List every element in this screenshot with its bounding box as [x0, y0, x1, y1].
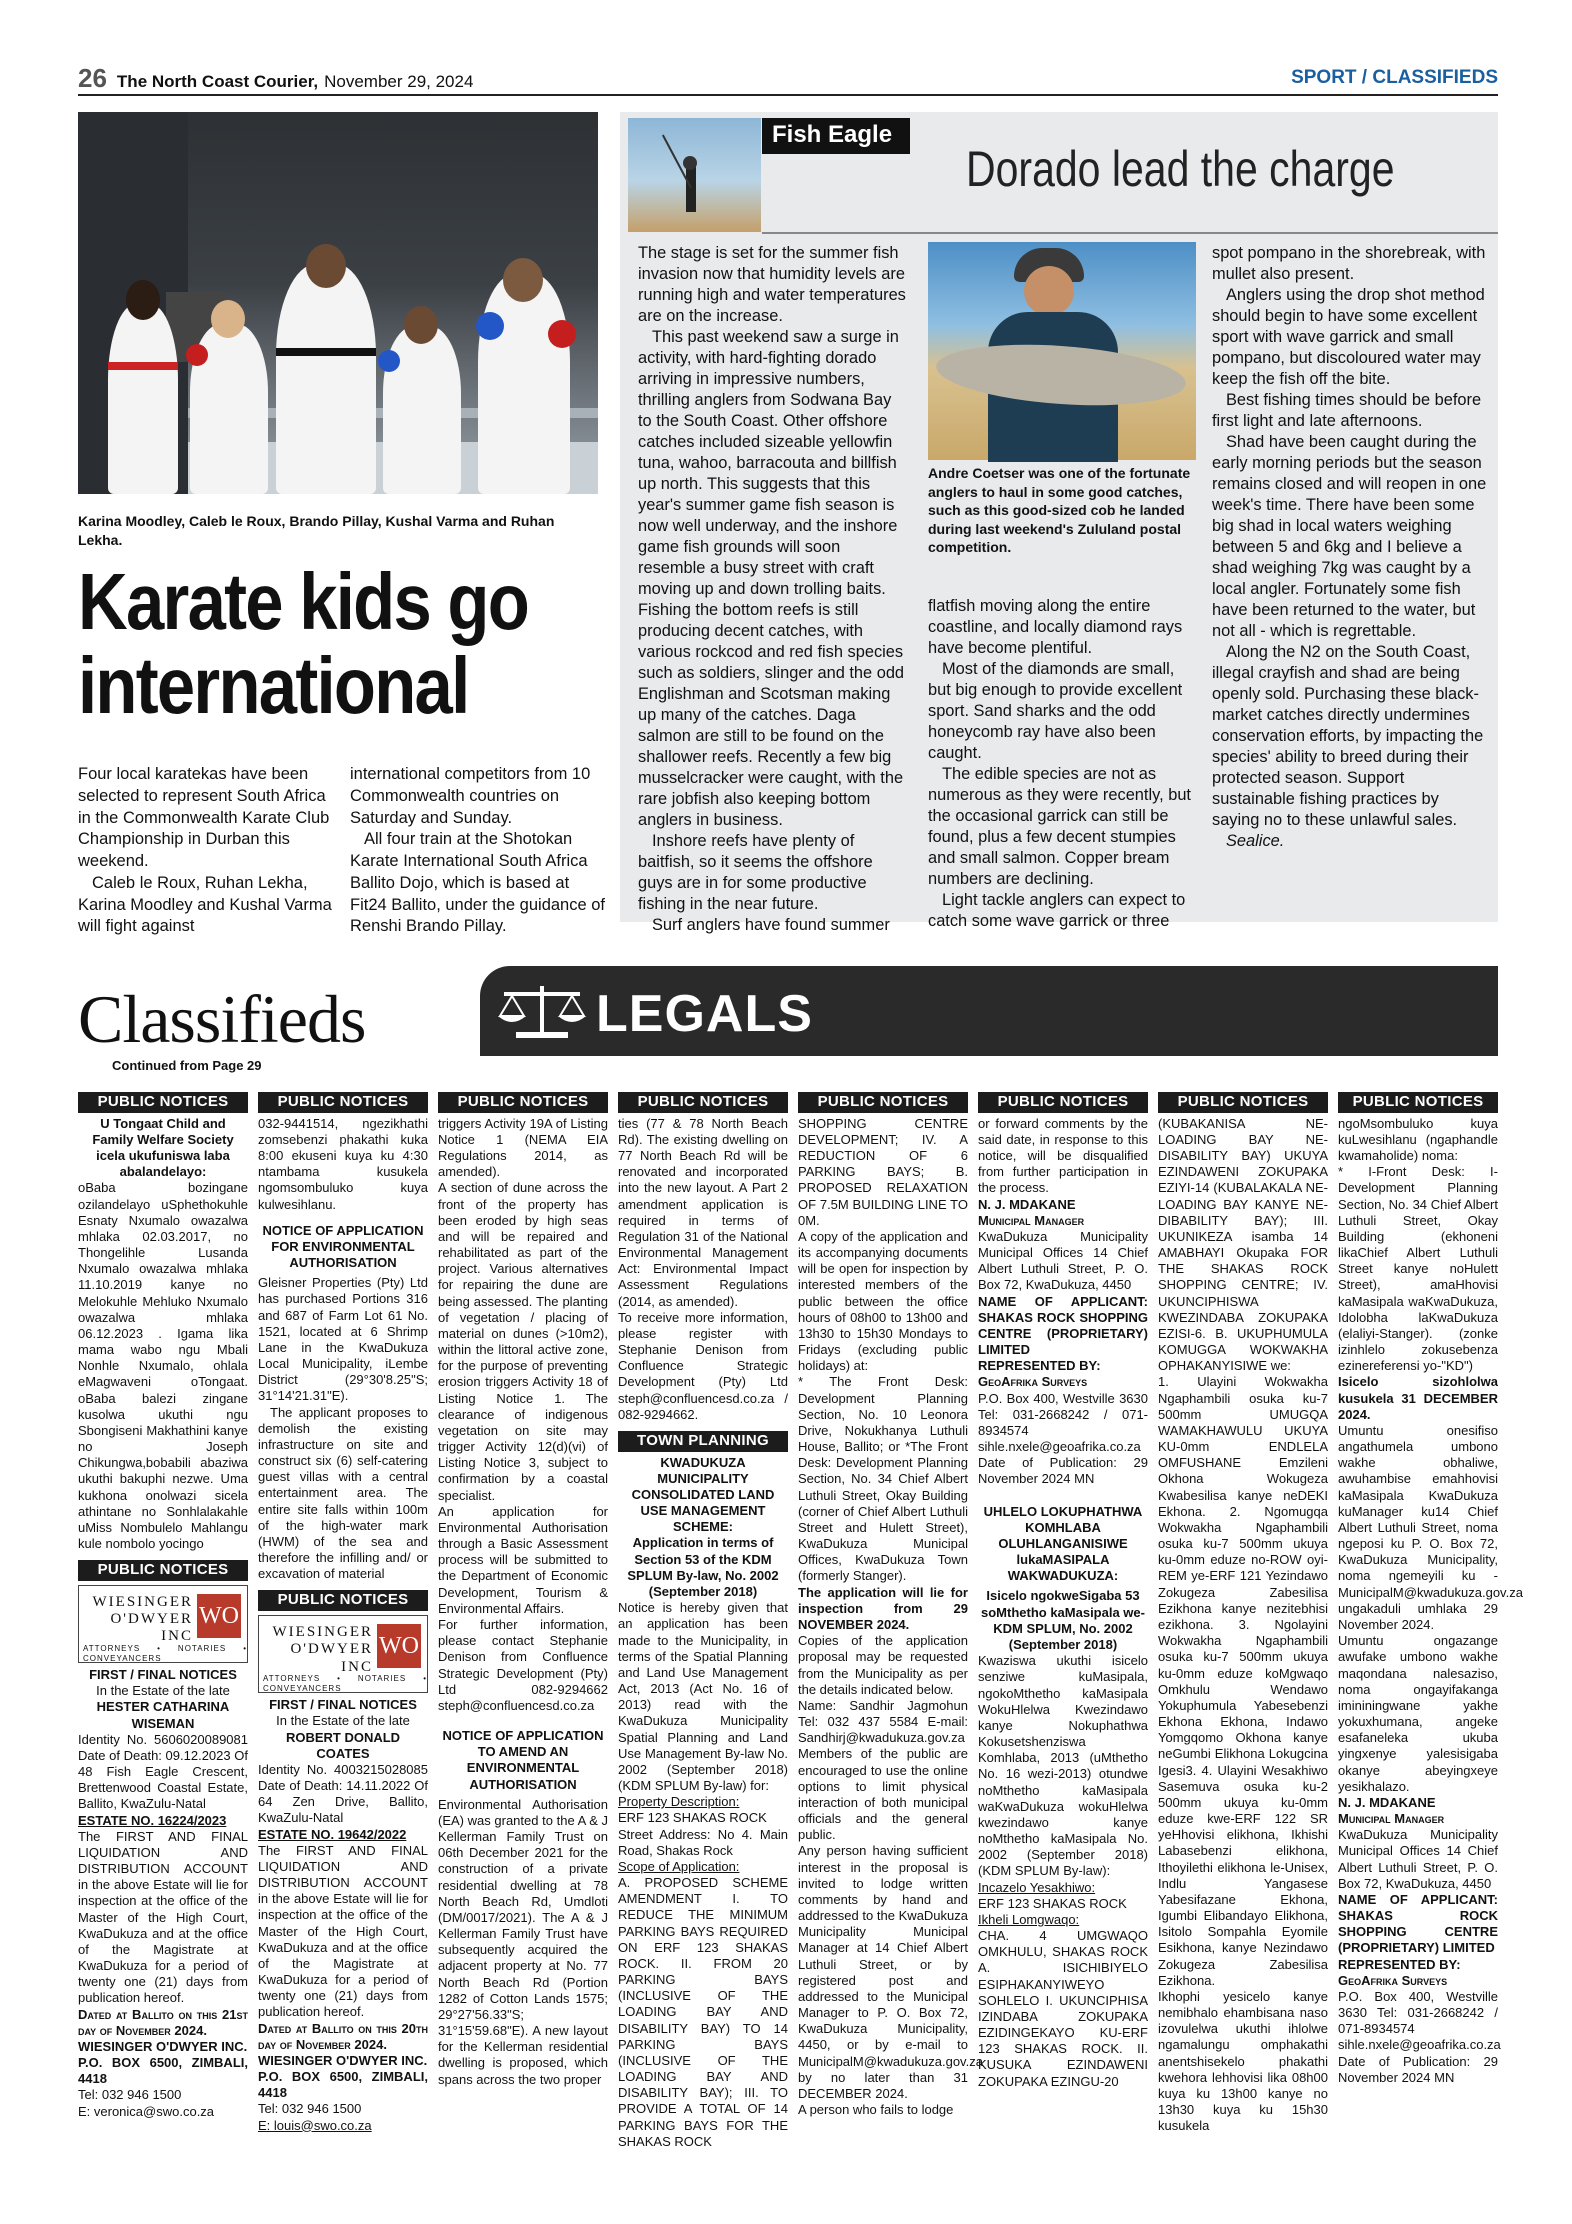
continued-from: Continued from Page 29	[112, 1058, 262, 1073]
classified-col-8: PUBLIC NOTICES ngoMsombuluko kuya kuLwesihlanu (ngaphandle kwamaholide) noma: * I-Front Desk: I-Development Planning Section, No. 34 Chief Albert Luthuli Street, Okay Building (ekhoneni likaChief Albert Luthuli Street kanye noHulett Street), amaHhovisi kaMasipala waKwaDukuza, Idolobha laKwaDukuza (elaliyi-Stanger). (zonke izinhlelo zokusebenza ezinereferensi yo-"KD") Isicelo sizohlolwa kusukela 31 DECEMBER 2024. Umuntu onesifiso angathumela umbono wakhe obhaliwe, awuhambise emahhovisi kaMasipala KwaDukuza kuManager ku14 Chief Albert Luthuli Street, noma ngeposi ku P. O. Box 72, KwaDukuza Municipality, noma ngemeyili ku - MunicipalM@kwadukuza.gov.za ungakaduli umhlaka 29 November 2024. Umuntu ongazange awufake umbono wakhe maqondana nalesaziso, noma ongayifakanga imininingwane yakhe yokuxhumana, angeke esafaneleka ukuba yingxenye yalesisigaba okanye abeyingxeye yesikhalazo. N. J. MDAKANE Municipal Manager KwaDukuza Municipality Municipal Offices 14 Chief Albert Luthuli Street, P. O. Box 72, KwaDukuza, 4450 NAME OF APPLICANT: SHAKAS ROCK SHOPPING CENTRE (PROPRIETARY) LIMITED REPRESENTED BY: GeoAfrika Surveys P.O. Box 400, Westville 3630 Tel: 031-2668242 / 071-8934574 sihle.nxele@geoafrika.co.za Date of Publication: 29 November 2024 MN	[1338, 1093, 1523, 2085]
karate-caption: Karina Moodley, Caleb le Roux, Brando Pillay, Kushal Varma and Ruhan Lekha.	[78, 513, 555, 548]
notice-header: PUBLIC NOTICES	[258, 1590, 428, 1611]
classifieds-banner	[78, 966, 1498, 1056]
classified-col-5: PUBLIC NOTICES SHOPPING CENTRE DEVELOPMENT; IV. A REDUCTION OF 6 PARKING BAYS; B. PROPOSED RELAXATION OF 7.5M BUILDING LINE TO 0M. A copy of the application and its accompanying documents will be open for inspection by interested members of the public between the office hours of 08h00 to 13h00 and 13h30 to 15h30 Mondays to Fridays (excluding public holidays) at: * The Front Desk: Development Planning Section, No. 10 Leonora Drive, Nokukhanya Luthuli House, Ballito; or *The Front Desk: Development Planning Section, No. 34 Chief Albert Luthuli Street, Okay Building (corner of Chief Albert Luthuli Street and Hulett Street), KwaDukuza Municipal Offices, KwaDukuza Town (formerly Stanger). The application will lie for inspection from 29 NOVEMBER 2024. Copies of the application proposal may be requested from the Municipality as per the details indicated below. Name: Sandhir Jagmohun Tel: 032 437 5584 E-mail: Sandhirj@kwadukuza.gov.za Members of the public are encouraged to use the online options to limit physical interaction of both municipal officials and the general public. Any person having sufficient interest in the proposal is invited to lodge written comments by hand and addressed to the KwaDukuza Municipality Municipal Manager at 14 Chief Albert Luthuli Street, or by registered post and addressed to the Municipal Manager to P. O. Box 72, KwaDukuza Municipality, 4450, or by e-mail to MunicipalM@kwadukuza.gov.za by no later than 31 DECEMBER 2024. A person who fails to lodge	[798, 1093, 983, 2118]
angler-photo	[928, 242, 1196, 460]
classified-col-1: PUBLIC NOTICES U Tongaat Child and Family Welfare Society icela ukufuniswa laba abalandelayo: oBaba bozingane ozilandelayo uSphethokuhle Esnaty Nxumalo owazalwa mhlaka 02.03.2017, no Thongelihle Lusanda Nxumalo owazalwa mhlaka 11.10.2019 kanye no Melokuhle Mehluko Nxumalo owazalwa mhlaka 06.12.2023 . Igama lika mama wabo ngu Mbali Nonhle Nxumalo, ohlala eMagwaveni oTongaat. oBaba balezi zingane kusolwa ukuthi ngu Sbongiseni Makhathini kanye no Joseph Chikungwa,bobabili abaziwa ukuthi bakuphi nezwe. Uma kukhona onolwazi sicela athintane no Sonhlalakahle uMiss Nombulelo Mahlangu kule nombolo yocingo PUBLIC NOTICES WIESINGER O'DWYER INC WO ATTORNEYS • NOTARIES • CONVEYANCERS FIRST / FINAL NOTICES In the Estate of the late HESTER CATHARINA WISEMAN Identity No. 5606020089081 Date of Death: 09.12.2023 Of 48 Fish Eagle Crescent, Brettenwood Coastal Estate, Ballito, KwaZulu-Natal ESTATE NO. 16224/2023 The FIRST AND FINAL LIQUIDATION AND DISTRIBUTION ACCOUNT in the above Estate will lie for inspection at the office of the Master of the High Court, KwaDukuza and at the office of the Magistrate at KwaDukuza for a period of twenty one (21) days from publication hereof. Dated at Ballito on this 21st day of November 2024. WIESINGER O'DWYER INC. P.O. BOX 6500, ZIMBALI, 4418 Tel: 032 946 1500 E: veronica@swo.co.za	[78, 1093, 248, 2119]
classified-col-7: PUBLIC NOTICES (KUBAKANISA NE-LOADING BAY NE-DISABILITY BAY) UKUYA EZINDAWENI ZOKUPAKA EZIYI-14 (KUBALAKALA NE-LOADING BAY KANYE NE-DIBABILITY BAY); III. UKUNIKEZA isamba 14 AMABHAYI Okupaka FOR THE SHAKAS ROCK SHOPPING CENTRE; IV. UKUNCIPHISWA KWEZINDABA ZOKUPAKA EZISI-6. B. UKUPHUMULA KOMUGGA WOKWAKHA OPHAKANYISIWE we: 1. Ulayini Wokwakha Ngaphambili osuka ku-7 500mm UMUGQA WAMAKHAWULU UKUYA KU-0mm ENDLELA OMFUSHANE Emzileni Okhona Wokugeza Kwabesilisa kanye neDEKI Ekhona. 2. Ngomugqa Wokwakha Ngaphambili osuka ku-7 500mm ukuya ku-0mm eduze no-ROW oyi-REM ye-ERF 121 Yezindawo Zokugeza Zabesilisa Ezikhona kanye nezitebhisi ezikhona. 3. Ngolayini Wokwakha Ngaphambili osuka ku-7 500mm ukuya ku-0mm eduze koMgwaqo Omkhulu Wendawo Yokuphumula Yabesebenzi Ekhona Ekhona, Indawo Yomgqomo Okhona kanye neGumbi Elikhona Lokugcina Igesi3. 4. Ulayini Wesakhiwo Sasemuva osuka ku-2 500mm ukuya ku-0mm eduze kwe-ERF 122 SR yeHhovisi elikhona, Ikhishi Labasebenzi elikhona, Ithoyilethi elikhona le-Unisex, Indlu Yangasese Yabesifazane Ekhona, Igumbi Elibandayo Elikhona, Isitolo Sompahla Eyomile Esikhona, kanye Nezindawo Zokugeza Zabesilisa Ezikhona. Ikhophi yesicelo kanye nemibhalo ehambisana naso izovulelwa ukuthi ihlolwe ngamalungu omphakathi anentshisekelo phakathi kwehora lehhovisi lika 08h00 kuya ku 13h00 kanye no 13h30 kuya ku 15h30 kusukela	[1158, 1093, 1328, 2134]
fishing-col3: spot pompano in the shorebreak, with mullet also present. Anglers using the drop shot method should begin to have some excellent sport with wave garrick and small pompano, but discoloured water may keep the fish off the bite. Best fishing times should be before first light and late afternoons. Shad have been caught during the early morning periods but the season remains closed and will reopen in one week's time. There have been some big shad in local waters weighing between 5 and 6kg and I believe a shad weighing 7kg was caught by a local angler. Fortunately some fish have been returned to the water, but not all - which is regrettable. Along the N2 on the South Coast, illegal crayfish and shad are being openly sold. Purchasing these black-market catches directly undermines conservation efforts, by impacting the species' ability to breed during their protected season. Support sustainable fishing practices by saying no to these unlawful sales. Sealice.	[1212, 244, 1487, 850]
karate-photo	[78, 112, 598, 494]
classified-col-2: PUBLIC NOTICES 032-9441514, ngezikhathi zomsebenzi phakathi kuka 8:00 ekuseni kuya ku 4:30 ntambama kusukela ngomsombuluko kuya kulwesihlanu. NOTICE OF APPLICATION FOR ENVIRONMENTAL AUTHORISATION Gleisner Properties (Pty) Ltd has purchased Portions 316 and 687 of Farm Lot 61 No. 1521, located at 6 Shrimp Lane in the KwaDukuza Local Municipality, iLembe District (29°30'8.25"S; 31°14'21.31"E). The applicant proposes to demolish the existing infrastructure on site and construct six (6) self-catering guest villas with a central entertainment area. The entire site falls within 100m of the high-water mark (HWM) of the sea and therefore the infilling and/ or excavation of material PUBLIC NOTICES WIESINGER O'DWYER INC WO ATTORNEYS • NOTARIES • CONVEYANCERS FIRST / FINAL NOTICES In the Estate of the late ROBERT DONALD COATES Identity No. 4003215028085 Date of Death: 14.11.2022 Of 64 Zen Drive, Ballito, KwaZulu-Natal ESTATE NO. 19642/2022 The FIRST AND FINAL LIQUIDATION AND DISTRIBUTION ACCOUNT in the above Estate will lie for inspection at the office of the Master of the High Court, KwaDukuza and at the office of the Magistrate at KwaDukuza for a period of twenty one (21) days from publication hereof. Dated at Ballito on this 20th day of November 2024. WIESINGER O'DWYER INC. P.O. BOX 6500, ZIMBALI, 4418 Tel: 032 946 1500 E: louis@swo.co.za	[258, 1093, 428, 2133]
notice-header: PUBLIC NOTICES	[618, 1092, 788, 1113]
wiesinger-logo: WIESINGER O'DWYER INC WO ATTORNEYS • NOTARIES • CONVEYANCERS	[78, 1585, 248, 1663]
fishing-headline: Dorado lead the charge	[966, 141, 1395, 197]
classifieds-title: Classifieds	[78, 981, 366, 1057]
author-signoff: Sealice.	[1226, 832, 1285, 850]
notice-header: PUBLIC NOTICES	[978, 1092, 1148, 1113]
fishing-col2: flatfish moving along the entire coastline, and locally diamond rays have become plentiful. Most of the diamonds are small, but big enough to provide excellent sport. Sand sharks and the odd honeycomb ray have also been caught. The edible species are not as numerous as they were recently, but the occasional garrick can still be found, plus a few decent stumpies and small salmon. Copper bream numbers are declining. Light tackle anglers can expect to catch some wave garrick or three	[928, 597, 1191, 930]
notice-header: PUBLIC NOTICES	[78, 1560, 248, 1581]
scales-of-justice-icon	[496, 982, 588, 1042]
fishing-col1: The stage is set for the summer fish invasion now that humidity levels are running high and water temperatures are on the increase. This past weekend saw a surge in activity, with hard-fighting dorado arriving in impressive numbers, thrilling anglers from Sodwana Bay to the South Coast. Other offshore catches included sizeable yellowfin tuna, wahoo, barracouta and billfish up north. This suggests that this year's summer game fish season is now well underway, and the inshore game fish grounds will soon resemble a busy street with craft moving up and down trolling baits. Fishing the bottom reefs is still producing decent catches, with various rockcod and red fish species such as soldiers, slinger and the odd Englishman and Scotsman making up many of the catches. Daga salmon are still to be found on the shallower reefs. Recently a few big musselcracker were caught, with the rare jobfish also keeping bottom anglers in business. Inshore reefs have plenty of baitfish, so it seems the offshore guys are in for some productive fishing in the near future. Surf anglers have found summer	[638, 244, 906, 934]
headline-rule	[762, 232, 1498, 234]
column-label: Fish Eagle	[762, 118, 910, 154]
classified-col-3: PUBLIC NOTICES triggers Activity 19A of Listing Notice 1 (NEMA EIA Regulations 2014, as amended). A section of dune across the front of the property has been eroded by high seas and will be repaired and rehabilitated as part of the project. Various alternatives for repairing the dune are being assessed. The planting of vegetation / placing of material on dunes (>10m2), within the littoral active zone, for the purpose of preventing erosion triggers Activity 18 of Listing Notice 1. The clearance of indigenous vegetation on site may trigger Activity 12(d)(vi) of Listing Notice 3, subject to confirmation by a coastal specialist. An application for Environmental Authorisation through a Basic Assessment process will be submitted to the Department of Economic Development, Tourism & Environmental Affairs. For further information, please contact Stephanie Denison from Confluence Strategic Development (Pty) Ltd 082-9294662 steph@confluencesd.co.za NOTICE OF APPLICATION TO AMEND AN ENVIRONMENTAL AUTHORISATION Environmental Authorisation (EA) was granted to the A & J Kellerman Family Trust on 06th December 2021 for the construction of a private residential dwelling at 78 North Beach Rd, Umdloti (DM/0017/2021). The A & J Kellerman Family Trust have subsequently acquired the adjacent property at No. 77 North Beach Rd (Portion 1282 of Cotton Lands 1575; 29°27'56.33"S; 31°15'59.68"E). A new layout for the Kellerman residential dwelling is proposed, which spans across the two proper	[438, 1093, 608, 2087]
page-header	[78, 62, 1498, 96]
page-number: 26	[78, 62, 107, 93]
karate-headline: Karate kids go international	[78, 557, 529, 730]
publication-name: The North Coast Courier,	[116, 71, 319, 91]
town-planning-header: TOWN PLANNING	[618, 1431, 788, 1452]
legals-title: LEGALS	[596, 985, 813, 1043]
notice-header: PUBLIC NOTICES	[438, 1092, 608, 1113]
fish-eagle-thumbnail	[628, 118, 761, 232]
notice-header: PUBLIC NOTICES	[258, 1092, 428, 1113]
karate-body-col2: international competitors from 10 Commonwealth countries on Saturday and Sunday. All four train at the Shotokan Karate International South Africa Ballito Dojo, which is based at Fit24 Ballito, under the guidance of Renshi Brando Pillay.	[350, 765, 606, 936]
section-label: SPORT / CLASSIFIEDS	[1291, 67, 1498, 88]
angler-caption: Andre Coetser was one of the fortunate anglers to haul in some good catches, such as this good-sized cob he landed during last weekend's Zululand postal competition.	[928, 465, 1191, 556]
karate-body-col1: Four local karatekas have been selected to represent South Africa in the Commonwealth Karate Club Championship in Durban this weekend. Caleb le Roux, Ruhan Lekha, Karina Moodley and Kushal Varma will fight against	[78, 765, 332, 936]
classified-col-4: PUBLIC NOTICES ties (77 & 78 North Beach Rd). The existing dwelling on 77 North Beach Rd will be renovated and incorporated into the new layout. A Part 2 amendment application is required in terms of Regulation 31 of the National Environmental Management Act: Environmental Impact Assessment Regulations (2014, as amended). To receive more information, please register with Stephanie Denison from Confluence Strategic Development (Pty) Ltd steph@confluencesd.co.za / 082-9294662. TOWN PLANNING KWADUKUZA MUNICIPALITY CONSOLIDATED LAND USE MANAGEMENT SCHEME: Application in terms of Section 53 of the KDM SPLUM By-law, No. 2002 (September 2018) Notice is hereby given that an application has been made to the Municipality, in terms of the Spatial Planning and Land Use Management Act, 2013 (Act No. 16 of 2013) read with the KwaDukuza Municipality Spatial Planning and Land Use Management By-law No. 2002 (September 2018) (KDM SPLUM By-law) for: Property Description: ERF 123 SHAKAS ROCK Street Address: No 4. Main Road, Shakas Rock Scope of Application: A. PROPOSED SCHEME AMENDMENT I. TO REDUCE THE MINIMUM PARKING BAYS REQUIRED ON ERF 123 SHAKAS ROCK. II. FROM 20 PARKING BAYS (INCLUSIVE OF THE LOADING BAY AND DISABILITY BAY) TO 14 PARKING BAYS (INCLUSIVE OF THE LOADING BAY AND DISABILITY BAY); III. TO PROVIDE A TOTAL OF 14 PARKING BAYS FOR THE SHAKAS ROCK	[618, 1093, 788, 2149]
notice-header: PUBLIC NOTICES	[1158, 1092, 1328, 1113]
notice-header: PUBLIC NOTICES	[798, 1092, 968, 1113]
wiesinger-logo: WIESINGER O'DWYER INC WO ATTORNEYS • NOTARIES • CONVEYANCERS	[258, 1615, 428, 1693]
notice-header: PUBLIC NOTICES	[1338, 1092, 1498, 1113]
classified-col-6: PUBLIC NOTICES or forward comments by the said date, in response to this notice, will be disqualified from further participation in the process. N. J. MDAKANE Municipal Manager KwaDukuza Municipality Municipal Offices 14 Chief Albert Luthuli Street, P. O. Box 72, KwaDukuza, 4450 NAME OF APPLICANT: SHAKAS ROCK SHOPPING CENTRE (PROPRIETARY) LIMITED REPRESENTED BY: GeoAfrika Surveys P.O. Box 400, Westville 3630 Tel: 031-2668242 / 071-8934574 sihle.nxele@geoafrika.co.za Date of Publication: 29 November 2024 MN UHLELO LOKUPHATHWA KOMHLABA OLUHLANGANISIWE lukaMASIPALA WAKWADUKUZA: Isicelo ngokweSigaba 53 soMthetho kaMasipala we-KDM SPLUM, No. 2002 (September 2018) Kwaziswa ukuthi isicelo senziwe kuMasipala, ngokoMthetho kaMasipala WokuHlelwa Kwezindawo kanye Nokuphathwa Kokusetshenziswa Komhlaba, 2013 (uMthetho No. 16 wezi-2013) otundwe noMthetho kaMasipala waKwaDukuza wokuHlelwa kwezindawo kanye noMthetho kaMasipala No. 2002 (September 2018) (KDM SPLUM By-law): Incazelo Yesakhiwo: ERF 123 SHAKAS ROCK Ikheli Lomgwaqo: CHA. 4 UMGWAQO OMKHULU, SHAKAS ROCK A. ISICHIBIYELO ESIPHAKANYIWEYO SOHLELO I. UKUNCIPHISA IZINDABA ZOKUPAKA EZIDINGEKAYO KU-ERF 123 SHAKAS ROCK. II. KUSUKA EZINDAWENI ZOKUPAKA EZINGU-20	[978, 1093, 1148, 2089]
notice-header: PUBLIC NOTICES	[78, 1092, 248, 1113]
issue-date: November 29, 2024	[324, 71, 474, 91]
